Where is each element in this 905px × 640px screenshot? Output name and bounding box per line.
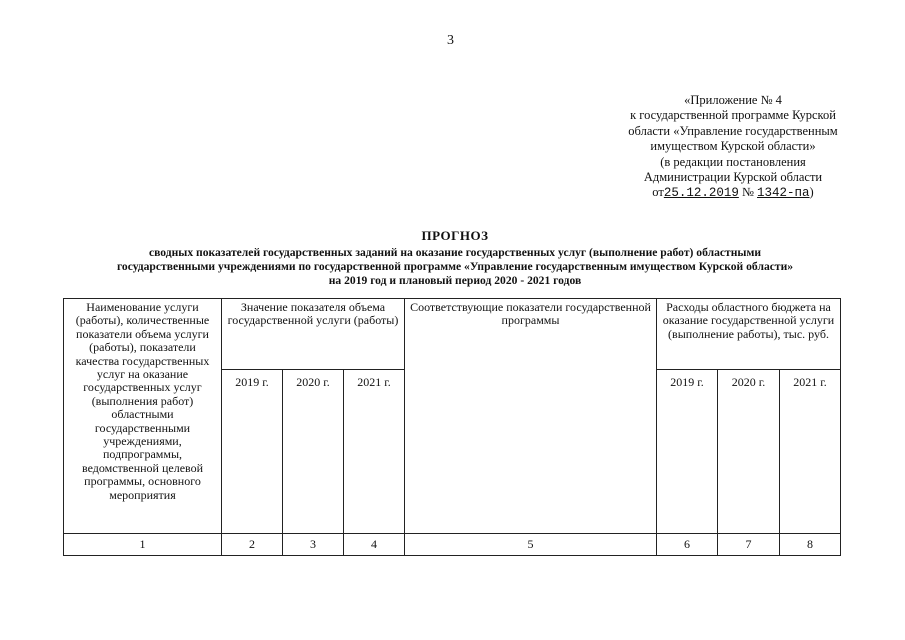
col-header-expenses: Расходы областного бюджета на оказание государственной услуги (выполнение работы), тыс. руб. xyxy=(657,299,841,370)
appendix-line: к государственной программе Курской xyxy=(630,108,836,123)
appendix-date-line xyxy=(608,185,858,201)
forecast-table xyxy=(63,298,841,556)
appendix-line: (в редакции постановления xyxy=(660,154,806,169)
header-row xyxy=(64,299,841,370)
column-number: 2 xyxy=(222,534,283,556)
column-number: 3 xyxy=(283,534,344,556)
title-sub-line: государственными учреждениями по государственной программе «Управление государственным имуществом Курской области» xyxy=(116,260,794,273)
appendix-line: «Приложение № 4 xyxy=(684,93,782,107)
appendix-line: области «Управление государственным xyxy=(628,123,838,138)
col-header-indicators: Соответствующие показатели государственной программы xyxy=(405,299,657,534)
column-number: 8 xyxy=(780,534,841,556)
resolution-number: 1342-па xyxy=(757,186,810,201)
document-title xyxy=(60,228,850,288)
column-number: 1 xyxy=(64,534,222,556)
year-cell: 2021 г. xyxy=(780,370,841,534)
year-cell: 2021 г. xyxy=(344,370,405,534)
column-number: 5 xyxy=(405,534,657,556)
year-cell: 2019 г. xyxy=(657,370,718,534)
resolution-date: 25.12.2019 xyxy=(663,186,739,201)
column-number: 7 xyxy=(718,534,780,556)
from-prefix: от xyxy=(652,185,664,200)
number-sign: № xyxy=(741,185,754,200)
closing-paren: ) xyxy=(809,185,814,200)
title-main: ПРОГНОЗ xyxy=(421,228,489,243)
title-sub-line: сводных показателей государственных заданий на оказание государственных услуг (выполнение работ) областными xyxy=(148,246,762,259)
column-number: 6 xyxy=(657,534,718,556)
appendix-note xyxy=(608,93,858,202)
column-number: 4 xyxy=(344,534,405,556)
year-cell: 2020 г. xyxy=(283,370,344,534)
year-cell: 2020 г. xyxy=(718,370,780,534)
title-sub-line: на 2019 год и плановый период 2020 - 2021 годов xyxy=(328,274,582,287)
column-numbers-row xyxy=(64,534,841,556)
appendix-line: имуществом Курской области» xyxy=(650,139,816,154)
col-header-service-name: Наименование услуги (работы), количественные показатели объема услуги (работы), показатели качества государственных услуг на оказание государственных услуг (выполнения работ) областными государственными учреждениями, подпрограммы, ведомственной целевой программы, основного мероприятия xyxy=(64,299,222,534)
page-number: 3 xyxy=(447,33,454,48)
appendix-line: Администрации Курской области xyxy=(643,170,823,185)
year-cell: 2019 г. xyxy=(222,370,283,534)
col-header-volume: Значение показателя объема государственной услуги (работы) xyxy=(222,299,405,370)
